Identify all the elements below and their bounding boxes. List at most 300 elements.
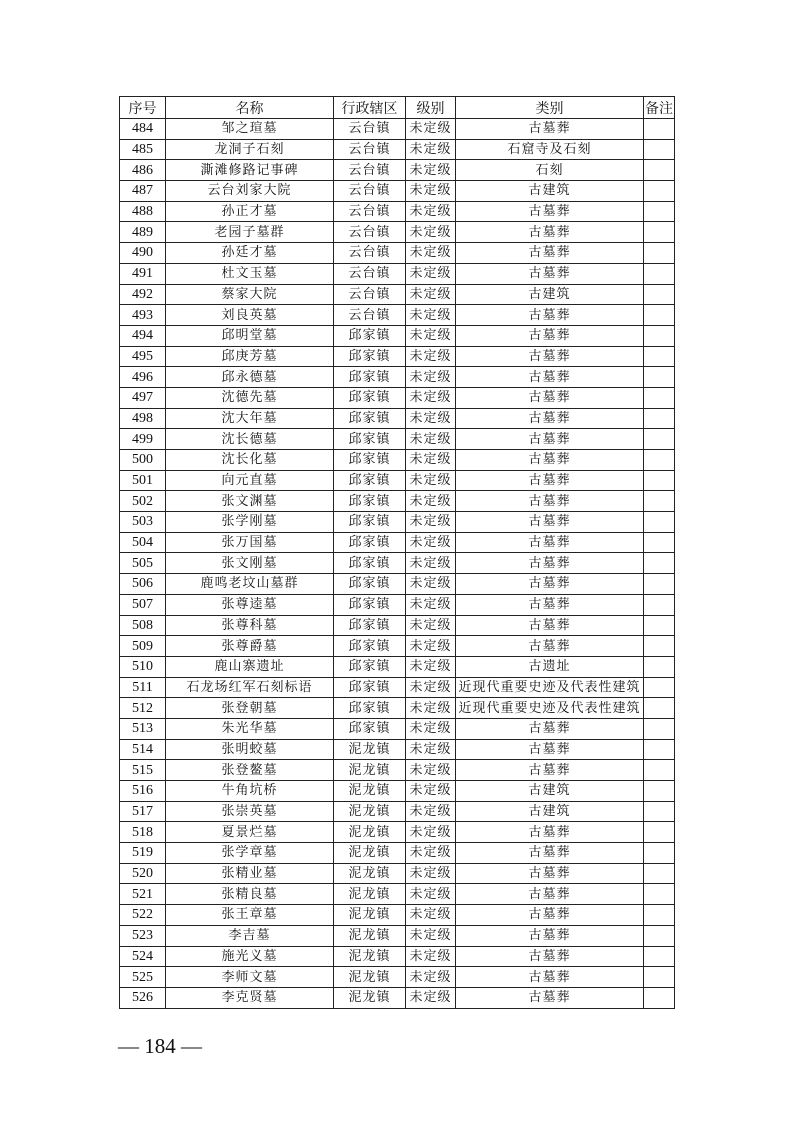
cell-category: 古墓葬 xyxy=(456,739,644,760)
cell-category: 古建筑 xyxy=(456,781,644,802)
cell-name: 李克贤墓 xyxy=(166,987,334,1008)
cell-category: 古墓葬 xyxy=(456,553,644,574)
cell-level: 未定级 xyxy=(406,305,456,326)
table-row xyxy=(120,450,675,471)
table-row xyxy=(120,305,675,326)
cell-district: 邱家镇 xyxy=(334,532,406,553)
cell-name: 李吉墓 xyxy=(166,925,334,946)
cell-index: 501 xyxy=(120,470,166,491)
cell-name: 邹之瑄墓 xyxy=(166,119,334,140)
table-row xyxy=(120,760,675,781)
cell-district: 邱家镇 xyxy=(334,656,406,677)
cell-name: 沈长化墓 xyxy=(166,450,334,471)
table-row xyxy=(120,263,675,284)
cell-district: 泥龙镇 xyxy=(334,905,406,926)
table-row xyxy=(120,119,675,140)
cell-category: 古墓葬 xyxy=(456,346,644,367)
cell-name: 张文渊墓 xyxy=(166,491,334,512)
cell-category: 古墓葬 xyxy=(456,325,644,346)
cell-index: 484 xyxy=(120,119,166,140)
cell-remarks xyxy=(644,346,675,367)
table-row xyxy=(120,987,675,1008)
cell-index: 497 xyxy=(120,387,166,408)
table-row xyxy=(120,491,675,512)
table-row xyxy=(120,615,675,636)
cell-name: 张登鳌墓 xyxy=(166,760,334,781)
cell-index: 491 xyxy=(120,263,166,284)
table-row xyxy=(120,574,675,595)
cell-remarks xyxy=(644,429,675,450)
cell-district: 云台镇 xyxy=(334,263,406,284)
cell-level: 未定级 xyxy=(406,760,456,781)
cell-district: 邱家镇 xyxy=(334,387,406,408)
cell-name: 张尊科墓 xyxy=(166,615,334,636)
cell-category: 石刻 xyxy=(456,160,644,181)
cell-level: 未定级 xyxy=(406,512,456,533)
cell-index: 509 xyxy=(120,636,166,657)
cell-name: 张尊爵墓 xyxy=(166,636,334,657)
table-row xyxy=(120,429,675,450)
cell-level: 未定级 xyxy=(406,843,456,864)
table-row xyxy=(120,243,675,264)
cell-index: 486 xyxy=(120,160,166,181)
table-row xyxy=(120,553,675,574)
table-row xyxy=(120,822,675,843)
cell-name: 龙洞子石刻 xyxy=(166,139,334,160)
cell-remarks xyxy=(644,925,675,946)
cell-district: 邱家镇 xyxy=(334,325,406,346)
cell-category: 古墓葬 xyxy=(456,408,644,429)
cell-name: 云台刘家大院 xyxy=(166,181,334,202)
table-row xyxy=(120,677,675,698)
cell-index: 513 xyxy=(120,718,166,739)
cell-category: 古墓葬 xyxy=(456,470,644,491)
cell-category: 古墓葬 xyxy=(456,967,644,988)
cell-name: 鹿鸣老坟山墓群 xyxy=(166,574,334,595)
cell-name: 向元直墓 xyxy=(166,470,334,491)
cell-index: 520 xyxy=(120,863,166,884)
cell-category: 石窟寺及石刻 xyxy=(456,139,644,160)
cell-category: 古墓葬 xyxy=(456,987,644,1008)
cell-category: 古墓葬 xyxy=(456,594,644,615)
cell-level: 未定级 xyxy=(406,263,456,284)
cell-level: 未定级 xyxy=(406,408,456,429)
cell-name: 孙正才墓 xyxy=(166,201,334,222)
cell-category: 古遗址 xyxy=(456,656,644,677)
cell-level: 未定级 xyxy=(406,181,456,202)
cell-index: 500 xyxy=(120,450,166,471)
table-row xyxy=(120,781,675,802)
cell-category: 古墓葬 xyxy=(456,305,644,326)
header-remarks: 备注 xyxy=(644,97,675,119)
table-row xyxy=(120,387,675,408)
cell-index: 515 xyxy=(120,760,166,781)
cell-index: 507 xyxy=(120,594,166,615)
table-row xyxy=(120,284,675,305)
cell-remarks xyxy=(644,139,675,160)
cell-district: 泥龙镇 xyxy=(334,884,406,905)
cell-level: 未定级 xyxy=(406,139,456,160)
cell-index: 511 xyxy=(120,677,166,698)
table-row xyxy=(120,512,675,533)
cell-remarks xyxy=(644,967,675,988)
cell-district: 邱家镇 xyxy=(334,346,406,367)
cell-index: 506 xyxy=(120,574,166,595)
cell-level: 未定级 xyxy=(406,367,456,388)
cell-category: 古建筑 xyxy=(456,284,644,305)
cell-level: 未定级 xyxy=(406,615,456,636)
cell-district: 邱家镇 xyxy=(334,574,406,595)
cell-district: 云台镇 xyxy=(334,243,406,264)
table-row xyxy=(120,905,675,926)
cell-remarks xyxy=(644,884,675,905)
cell-remarks xyxy=(644,718,675,739)
cell-index: 496 xyxy=(120,367,166,388)
cell-name: 刘良英墓 xyxy=(166,305,334,326)
cell-remarks xyxy=(644,160,675,181)
cell-index: 522 xyxy=(120,905,166,926)
cell-index: 514 xyxy=(120,739,166,760)
cell-index: 485 xyxy=(120,139,166,160)
cell-district: 云台镇 xyxy=(334,119,406,140)
header-index: 序号 xyxy=(120,97,166,119)
table-row xyxy=(120,718,675,739)
table-row xyxy=(120,636,675,657)
cell-remarks xyxy=(644,594,675,615)
cell-district: 云台镇 xyxy=(334,284,406,305)
cell-category: 古墓葬 xyxy=(456,884,644,905)
cell-index: 499 xyxy=(120,429,166,450)
cell-remarks xyxy=(644,843,675,864)
cell-remarks xyxy=(644,677,675,698)
cell-remarks xyxy=(644,863,675,884)
cell-district: 邱家镇 xyxy=(334,615,406,636)
cell-category: 古墓葬 xyxy=(456,574,644,595)
cell-district: 泥龙镇 xyxy=(334,781,406,802)
cell-level: 未定级 xyxy=(406,160,456,181)
cell-category: 古建筑 xyxy=(456,801,644,822)
table-row xyxy=(120,698,675,719)
cell-name: 石龙场红军石刻标语 xyxy=(166,677,334,698)
cell-level: 未定级 xyxy=(406,325,456,346)
cell-index: 487 xyxy=(120,181,166,202)
table-row xyxy=(120,160,675,181)
cell-level: 未定级 xyxy=(406,574,456,595)
header-name: 名称 xyxy=(166,97,334,119)
cell-remarks xyxy=(644,243,675,264)
cell-category: 古墓葬 xyxy=(456,450,644,471)
cell-index: 519 xyxy=(120,843,166,864)
cell-remarks xyxy=(644,553,675,574)
cell-remarks xyxy=(644,119,675,140)
table-row xyxy=(120,346,675,367)
cell-level: 未定级 xyxy=(406,284,456,305)
cell-index: 494 xyxy=(120,325,166,346)
cell-name: 张登朝墓 xyxy=(166,698,334,719)
cell-district: 云台镇 xyxy=(334,160,406,181)
cell-index: 516 xyxy=(120,781,166,802)
cell-category: 古墓葬 xyxy=(456,615,644,636)
cell-district: 泥龙镇 xyxy=(334,987,406,1008)
cell-name: 邱庚芳墓 xyxy=(166,346,334,367)
cell-name: 张王章墓 xyxy=(166,905,334,926)
cell-category: 古墓葬 xyxy=(456,243,644,264)
cell-district: 泥龙镇 xyxy=(334,822,406,843)
cell-district: 云台镇 xyxy=(334,222,406,243)
cell-remarks xyxy=(644,470,675,491)
cell-level: 未定级 xyxy=(406,346,456,367)
cell-district: 邱家镇 xyxy=(334,677,406,698)
cell-level: 未定级 xyxy=(406,201,456,222)
cell-name: 沈大年墓 xyxy=(166,408,334,429)
header-district: 行政辖区 xyxy=(334,97,406,119)
cell-name: 澌滩修路记事碑 xyxy=(166,160,334,181)
cell-level: 未定级 xyxy=(406,718,456,739)
cell-remarks xyxy=(644,284,675,305)
heritage-table xyxy=(119,96,675,1009)
cell-remarks xyxy=(644,532,675,553)
cell-remarks xyxy=(644,905,675,926)
cell-index: 512 xyxy=(120,698,166,719)
cell-category: 古墓葬 xyxy=(456,387,644,408)
cell-district: 邱家镇 xyxy=(334,553,406,574)
cell-level: 未定级 xyxy=(406,905,456,926)
cell-level: 未定级 xyxy=(406,243,456,264)
table-row xyxy=(120,325,675,346)
cell-name: 张精良墓 xyxy=(166,884,334,905)
cell-index: 524 xyxy=(120,946,166,967)
table-row xyxy=(120,367,675,388)
cell-index: 505 xyxy=(120,553,166,574)
cell-index: 488 xyxy=(120,201,166,222)
cell-district: 泥龙镇 xyxy=(334,967,406,988)
table-row xyxy=(120,739,675,760)
cell-district: 泥龙镇 xyxy=(334,863,406,884)
cell-level: 未定级 xyxy=(406,491,456,512)
table-row xyxy=(120,656,675,677)
cell-index: 521 xyxy=(120,884,166,905)
cell-category: 古墓葬 xyxy=(456,367,644,388)
cell-level: 未定级 xyxy=(406,781,456,802)
cell-index: 489 xyxy=(120,222,166,243)
table-row xyxy=(120,408,675,429)
cell-index: 490 xyxy=(120,243,166,264)
cell-name: 老园子墓群 xyxy=(166,222,334,243)
cell-category: 古墓葬 xyxy=(456,512,644,533)
cell-name: 朱光华墓 xyxy=(166,718,334,739)
cell-level: 未定级 xyxy=(406,801,456,822)
cell-name: 邱明堂墓 xyxy=(166,325,334,346)
cell-level: 未定级 xyxy=(406,553,456,574)
cell-district: 邱家镇 xyxy=(334,367,406,388)
page-number: — 184 — xyxy=(118,1034,202,1058)
cell-remarks xyxy=(644,325,675,346)
header-level: 级别 xyxy=(406,97,456,119)
cell-category: 古墓葬 xyxy=(456,532,644,553)
cell-remarks xyxy=(644,946,675,967)
cell-remarks xyxy=(644,987,675,1008)
cell-category: 古墓葬 xyxy=(456,843,644,864)
table-row xyxy=(120,925,675,946)
cell-district: 邱家镇 xyxy=(334,512,406,533)
cell-name: 张文刚墓 xyxy=(166,553,334,574)
cell-remarks xyxy=(644,367,675,388)
cell-district: 泥龙镇 xyxy=(334,925,406,946)
table-row xyxy=(120,967,675,988)
cell-name: 张明蛟墓 xyxy=(166,739,334,760)
cell-name: 杜文玉墓 xyxy=(166,263,334,284)
cell-remarks xyxy=(644,822,675,843)
table-row xyxy=(120,884,675,905)
table-row xyxy=(120,201,675,222)
cell-category: 古墓葬 xyxy=(456,905,644,926)
cell-remarks xyxy=(644,615,675,636)
table-row xyxy=(120,139,675,160)
cell-district: 邱家镇 xyxy=(334,491,406,512)
cell-index: 523 xyxy=(120,925,166,946)
cell-level: 未定级 xyxy=(406,925,456,946)
cell-remarks xyxy=(644,387,675,408)
cell-district: 云台镇 xyxy=(334,139,406,160)
cell-category: 古墓葬 xyxy=(456,429,644,450)
table-row xyxy=(120,470,675,491)
cell-district: 云台镇 xyxy=(334,181,406,202)
cell-remarks xyxy=(644,450,675,471)
cell-district: 泥龙镇 xyxy=(334,760,406,781)
cell-level: 未定级 xyxy=(406,119,456,140)
cell-level: 未定级 xyxy=(406,884,456,905)
table-row xyxy=(120,843,675,864)
cell-district: 云台镇 xyxy=(334,305,406,326)
cell-level: 未定级 xyxy=(406,594,456,615)
cell-name: 鹿山寨遗址 xyxy=(166,656,334,677)
cell-district: 邱家镇 xyxy=(334,408,406,429)
table-row xyxy=(120,863,675,884)
cell-district: 邱家镇 xyxy=(334,718,406,739)
header-category: 类别 xyxy=(456,97,644,119)
cell-category: 近现代重要史迹及代表性建筑 xyxy=(456,698,644,719)
cell-level: 未定级 xyxy=(406,636,456,657)
cell-level: 未定级 xyxy=(406,822,456,843)
table-header-row xyxy=(120,97,675,119)
cell-district: 邱家镇 xyxy=(334,636,406,657)
table-row xyxy=(120,532,675,553)
table-row xyxy=(120,181,675,202)
cell-level: 未定级 xyxy=(406,863,456,884)
table-row xyxy=(120,222,675,243)
cell-category: 古墓葬 xyxy=(456,822,644,843)
cell-name: 施光义墓 xyxy=(166,946,334,967)
cell-name: 张学刚墓 xyxy=(166,512,334,533)
cell-remarks xyxy=(644,760,675,781)
cell-name: 蔡家大院 xyxy=(166,284,334,305)
cell-category: 古墓葬 xyxy=(456,119,644,140)
cell-name: 夏景烂墓 xyxy=(166,822,334,843)
cell-district: 邱家镇 xyxy=(334,429,406,450)
cell-index: 526 xyxy=(120,987,166,1008)
cell-remarks xyxy=(644,201,675,222)
cell-level: 未定级 xyxy=(406,677,456,698)
cell-level: 未定级 xyxy=(406,429,456,450)
cell-name: 沈长德墓 xyxy=(166,429,334,450)
cell-name: 李师文墓 xyxy=(166,967,334,988)
cell-remarks xyxy=(644,801,675,822)
cell-category: 古墓葬 xyxy=(456,201,644,222)
cell-level: 未定级 xyxy=(406,470,456,491)
cell-remarks xyxy=(644,739,675,760)
cell-name: 张万国墓 xyxy=(166,532,334,553)
cell-district: 邱家镇 xyxy=(334,594,406,615)
cell-remarks xyxy=(644,408,675,429)
cell-remarks xyxy=(644,574,675,595)
cell-name: 张崇英墓 xyxy=(166,801,334,822)
cell-name: 张学章墓 xyxy=(166,843,334,864)
cell-name: 孙廷才墓 xyxy=(166,243,334,264)
cell-name: 牛角坑桥 xyxy=(166,781,334,802)
table-row xyxy=(120,801,675,822)
cell-index: 493 xyxy=(120,305,166,326)
table-row xyxy=(120,594,675,615)
cell-remarks xyxy=(644,512,675,533)
cell-level: 未定级 xyxy=(406,450,456,471)
cell-district: 泥龙镇 xyxy=(334,843,406,864)
cell-remarks xyxy=(644,222,675,243)
cell-name: 沈德先墓 xyxy=(166,387,334,408)
cell-remarks xyxy=(644,305,675,326)
cell-level: 未定级 xyxy=(406,222,456,243)
cell-category: 古墓葬 xyxy=(456,946,644,967)
cell-district: 泥龙镇 xyxy=(334,946,406,967)
cell-remarks xyxy=(644,698,675,719)
cell-index: 504 xyxy=(120,532,166,553)
cell-district: 邱家镇 xyxy=(334,450,406,471)
table-row xyxy=(120,946,675,967)
cell-level: 未定级 xyxy=(406,387,456,408)
cell-name: 邱永德墓 xyxy=(166,367,334,388)
cell-category: 古墓葬 xyxy=(456,863,644,884)
cell-level: 未定级 xyxy=(406,967,456,988)
cell-remarks xyxy=(644,781,675,802)
cell-category: 古墓葬 xyxy=(456,636,644,657)
cell-district: 邱家镇 xyxy=(334,470,406,491)
cell-level: 未定级 xyxy=(406,656,456,677)
cell-level: 未定级 xyxy=(406,532,456,553)
cell-index: 525 xyxy=(120,967,166,988)
cell-level: 未定级 xyxy=(406,946,456,967)
cell-index: 508 xyxy=(120,615,166,636)
cell-index: 510 xyxy=(120,656,166,677)
cell-level: 未定级 xyxy=(406,698,456,719)
cell-index: 503 xyxy=(120,512,166,533)
cell-remarks xyxy=(644,263,675,284)
cell-name: 张精业墓 xyxy=(166,863,334,884)
cell-category: 古建筑 xyxy=(456,181,644,202)
cell-district: 泥龙镇 xyxy=(334,739,406,760)
cell-category: 古墓葬 xyxy=(456,263,644,284)
cell-district: 云台镇 xyxy=(334,201,406,222)
cell-level: 未定级 xyxy=(406,739,456,760)
cell-index: 498 xyxy=(120,408,166,429)
cell-level: 未定级 xyxy=(406,987,456,1008)
cell-index: 502 xyxy=(120,491,166,512)
cell-remarks xyxy=(644,491,675,512)
cell-category: 古墓葬 xyxy=(456,222,644,243)
cell-category: 近现代重要史迹及代表性建筑 xyxy=(456,677,644,698)
cell-category: 古墓葬 xyxy=(456,718,644,739)
cell-category: 古墓葬 xyxy=(456,760,644,781)
cell-index: 518 xyxy=(120,822,166,843)
cell-category: 古墓葬 xyxy=(456,925,644,946)
